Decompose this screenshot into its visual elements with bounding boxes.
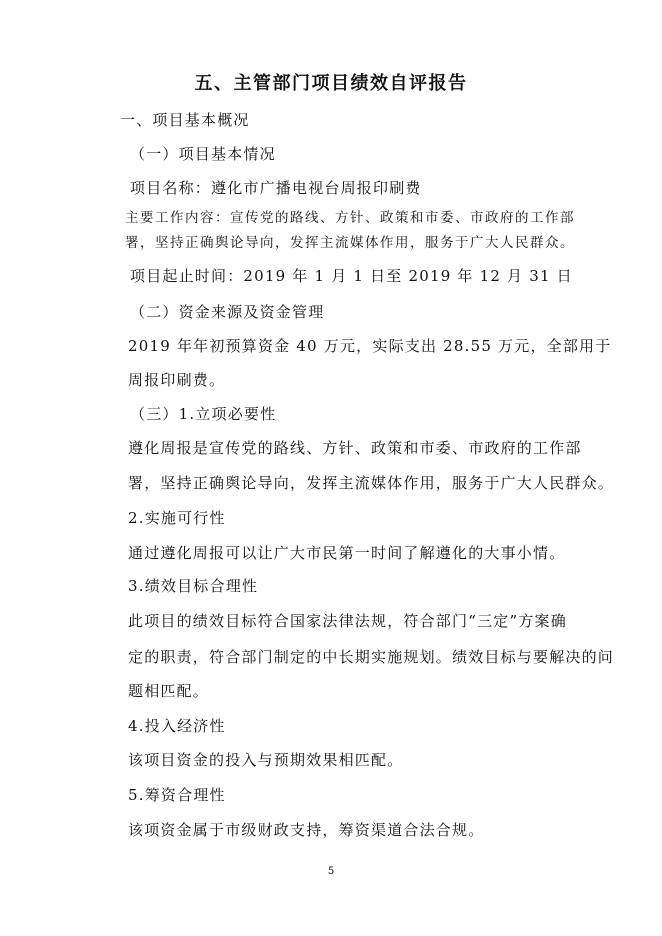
funds-line-1: 2019 年年初预算资金 40 万元，实际支出 28.55 万元，全部用于 [128,337,612,355]
project-period: 项目起止时间：2019 年 1 月 1 日至 2019 年 12 月 31 日 [130,267,573,285]
financing-text: 该项资金属于市级财政支持，筹资渠道合法合规。 [128,821,485,839]
subsection-heading-basic-info: （一）项目基本情况 [130,145,276,163]
funds-line-2: 周报印刷费。 [128,371,226,389]
heading-feasibility: 2.实施可行性 [128,509,226,527]
economy-text: 该项目资金的投入与预期效果相匹配。 [128,751,404,769]
section-heading-1: 一、项目基本概况 [120,111,250,129]
necessity-line-2: 署，坚持正确舆论导向，发挥主流媒体作用，服务于广大人民群众。 [128,474,615,492]
main-work-line-2: 署，坚持正确舆论导向，发挥主流媒体作用，服务于广大人民群众。 [125,235,575,251]
report-title: 五、主管部门项目绩效自评报告 [194,73,468,94]
heading-economy: 4.投入经济性 [128,717,226,735]
target-line-3: 题相匹配。 [128,682,210,700]
project-name: 项目名称：遵化市广播电视台周报印刷费 [130,179,422,197]
target-line-2: 定的职责，符合部门制定的中长期实施规划。绩效目标与要解决的问 [128,648,615,666]
feasibility-text: 通过遵化周报可以让广大市民第一时间了解遵化的大事小情。 [128,544,566,562]
page-number: 5 [327,866,335,877]
target-line-1: 此项目的绩效目标符合国家法律法规，符合部门“三定”方案确 [128,612,567,630]
heading-target: 3.绩效目标合理性 [128,577,259,595]
main-work-line-1: 主要工作内容：宣传党的路线、方针、政策和市委、市政府的工作部 [125,210,575,226]
necessity-line-1: 遵化周报是宣传党的路线、方针、政策和市委、市政府的工作部 [128,439,582,457]
heading-financing: 5.筹资合理性 [128,786,226,804]
subsection-heading-funds: （二）资金来源及资金管理 [130,303,325,321]
subsection-heading-necessity: （三）1.立项必要性 [130,405,277,423]
